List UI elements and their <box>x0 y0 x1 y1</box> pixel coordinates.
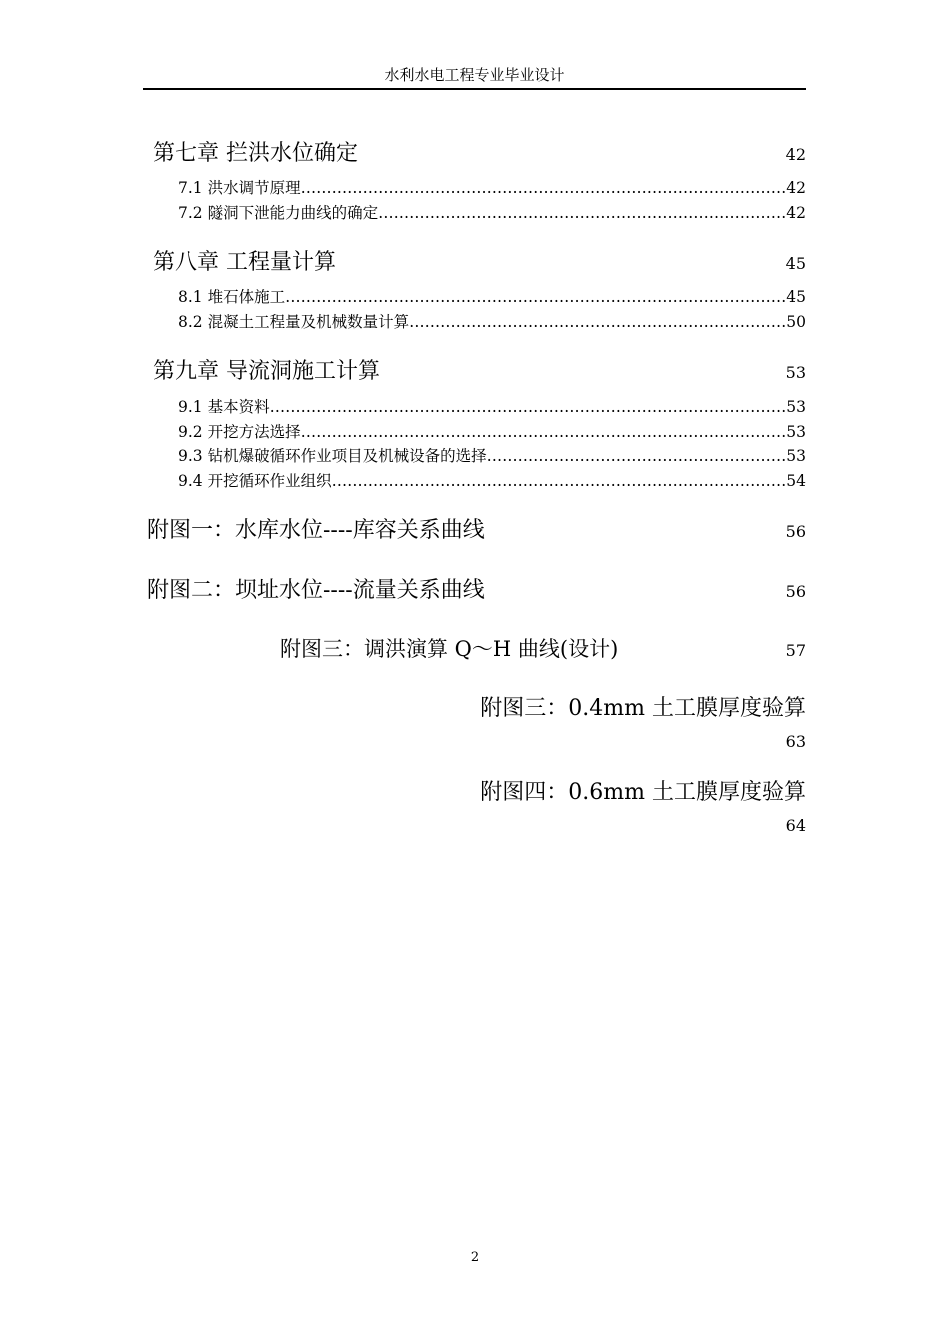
toc-section-label: 7.2 隧洞下泄能力曲线的确定 <box>178 204 379 222</box>
toc-page-number: 56 <box>785 522 806 541</box>
toc-page-number: 50 <box>786 313 806 331</box>
toc-page-number: 56 <box>785 582 806 601</box>
toc-appendix-5-page <box>143 816 806 835</box>
toc-section-9-1[interactable] <box>178 395 806 417</box>
toc-section-label: 8.2 混凝土工程量及机械数量计算 <box>178 313 410 331</box>
toc-section-8-1[interactable] <box>178 285 806 307</box>
toc-leader-dots <box>409 313 786 331</box>
toc-chapter-7[interactable] <box>153 136 806 167</box>
toc-page-number: 42 <box>786 204 806 222</box>
toc-appendix-title: 附图二：坝址水位----流量关系曲线 <box>147 578 485 603</box>
toc-appendix-1[interactable] <box>147 513 806 544</box>
toc-section-9-2[interactable] <box>178 420 806 442</box>
toc-appendix-4[interactable] <box>143 691 806 722</box>
toc-appendix-title: 附图三：调洪演算 Q～H 曲线(设计) <box>280 637 619 661</box>
toc-page-number: 42 <box>785 145 806 164</box>
toc-section-7-1[interactable] <box>178 176 806 198</box>
toc-chapter-8[interactable] <box>153 245 806 276</box>
toc-section-9-4[interactable] <box>178 469 806 491</box>
toc-chapter-title: 第七章 拦洪水位确定 <box>153 141 358 166</box>
toc-leader-dots <box>487 447 787 465</box>
toc-appendix-4-page <box>143 732 806 751</box>
toc-appendix-title: 附图一：水库水位----库容关系曲线 <box>147 518 485 543</box>
toc-section-label: 9.4 开挖循环作业组织 <box>178 472 332 490</box>
toc-page-number: 53 <box>786 423 806 441</box>
toc-leader-dots <box>301 423 787 441</box>
toc-appendix-3[interactable] <box>280 633 806 663</box>
header-rule <box>143 88 806 90</box>
toc-section-label: 9.3 钻机爆破循环作业项目及机械设备的选择 <box>178 447 487 465</box>
toc-chapter-title: 第九章 导流洞施工计算 <box>153 359 380 384</box>
toc-page-number: 53 <box>786 447 806 465</box>
toc-appendix-5[interactable] <box>143 775 806 806</box>
toc-page-number: 45 <box>785 254 806 273</box>
toc-appendix-title: 附图三：0.4mm 土工膜厚度验算 <box>480 696 806 721</box>
toc-section-label: 8.1 堆石体施工 <box>178 288 286 306</box>
toc-section-label: 9.1 基本资料 <box>178 398 270 416</box>
toc-section-9-3[interactable] <box>178 444 806 466</box>
toc-page-number: 45 <box>786 288 806 306</box>
toc-section-label: 7.1 洪水调节原理 <box>178 179 301 197</box>
toc-page-number: 42 <box>786 179 806 197</box>
toc-chapter-9[interactable] <box>153 354 806 385</box>
toc-page-number: 57 <box>785 641 806 660</box>
toc-appendix-2[interactable] <box>147 573 806 604</box>
toc-page-number: 53 <box>786 398 806 416</box>
toc-section-7-2[interactable] <box>178 201 806 223</box>
toc-page-number: 53 <box>785 363 806 382</box>
toc-leader-dots <box>270 398 787 416</box>
toc-page-number: 63 <box>785 732 806 751</box>
toc-page-number: 64 <box>785 816 806 835</box>
running-header: 水利水电工程专业毕业设计 <box>384 66 565 84</box>
toc-leader-dots <box>378 204 786 222</box>
toc-section-8-2[interactable] <box>178 310 806 332</box>
toc-appendix-title: 附图四：0.6mm 土工膜厚度验算 <box>480 780 806 805</box>
toc-leader-dots <box>301 179 787 197</box>
toc-chapter-title: 第八章 工程量计算 <box>153 250 336 275</box>
toc-leader-dots <box>285 288 786 306</box>
toc-leader-dots <box>332 472 787 490</box>
toc-page-number: 54 <box>786 472 806 490</box>
page-footer-number: 2 <box>470 1250 480 1265</box>
toc-section-label: 9.2 开挖方法选择 <box>178 423 301 441</box>
